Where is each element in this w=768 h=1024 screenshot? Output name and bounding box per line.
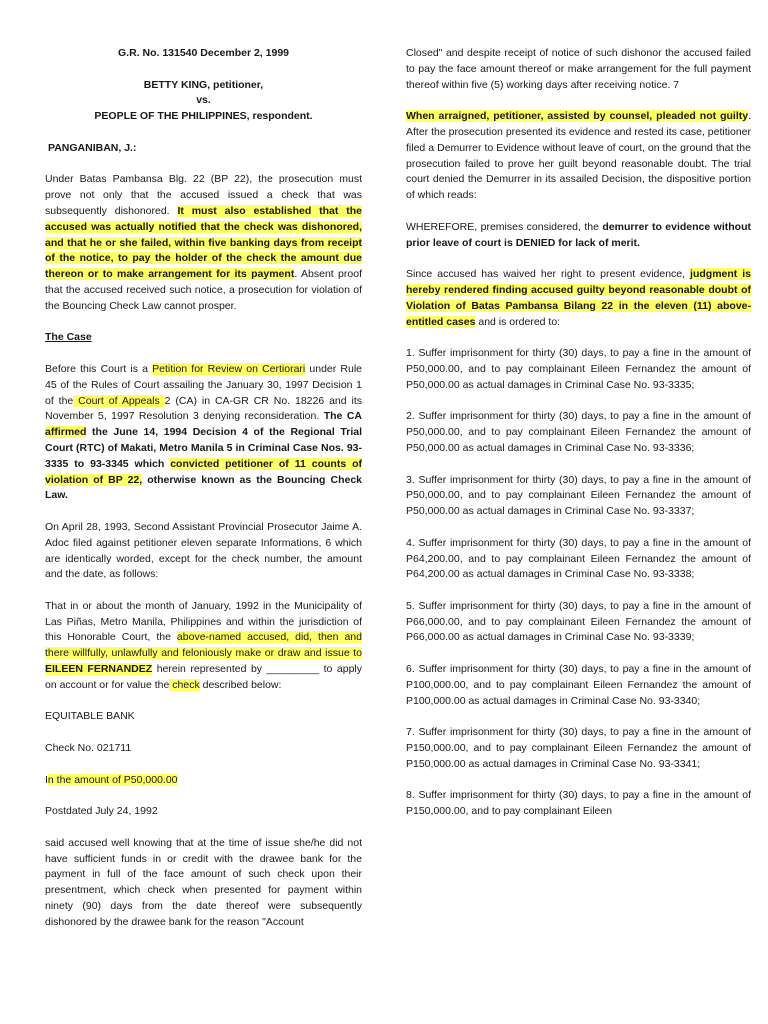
respondent-line: PEOPLE OF THE PHILIPPINES, respondent. (94, 110, 313, 123)
right-column (406, 46, 751, 820)
highlight-accused: above-named accused, did, then and there willfully, unlawfully and feloniously make or draw and issue to (45, 631, 362, 660)
highlight-amount: n the amount of P50,000.00 (47, 773, 178, 786)
bank-name: EQUITABLE BANK (45, 710, 135, 723)
petitioner-line: BETTY KING, petitioner, (143, 78, 264, 91)
left-column (45, 46, 362, 931)
check-number: Check No. 021711 (45, 742, 132, 755)
case-background-paragraph: Before this Court is a Petition for Review on Certiorari under Rule 45 of the Rules of Court assailing the January 30, 1997 Decision 1 of the Court of Appeals 2 (CA) in CA-GR CR No. 18226 and its November 5, 1997 Resolution 3 denying reconsideration. The CA affirmed the June 14, 1994 Decision 4 of the Regional Trial Court (RTC) of Makati, Metro Manila 5 in Criminal Case Nos. 93-3335 to 93-3345 which convicted petitioner of 11 counts of violation of BP 22, otherwise known as the Bouncing Check Law. (45, 362, 363, 502)
judgment-paragraph: Since accused has waived her right to present evidence, judgment is hereby rendered finding accused guilty beyond reasonable doubt of Violation of Batas Pambansa Bilang 22 in the eleven (11) above-entitled cases and is ordered to: (406, 268, 752, 328)
highlight-eileen-fernandez: EILEEN FERNANDEZ (45, 663, 153, 676)
list-item: 3. Suffer imprisonment for thirty (30) days, to pay a fine in the amount of P50,000.00, and to pay complainant Eileen Fernandez the amount of P50,000.00 as actual damages in Criminal Case No. 93-3337; (406, 473, 751, 518)
highlight-court-of-appeals: Court of Appeals (73, 394, 165, 407)
highlight-notice-requirement: It must also established that the accused was actually notified that the check was dishonored, and that he or she failed, within five banking days from receipt of the notice, to pay the holder of the check the amount due thereon or to make arrangement for its payment (45, 204, 362, 281)
list-item: 6. Suffer imprisonment for thirty (30) days, to pay a fine in the amount of P100,000.00, and to pay complainant Eileen Fernandez the amount of P100,000.00 as actual damages in Criminal Case No. 93-3340; (406, 663, 751, 707)
list-item: 8. Suffer imprisonment for thirty (30) days, to pay a fine in the amount of P150,000.00, and to pay complainant Eileen (406, 789, 751, 818)
wherefore-paragraph: WHEREFORE, premises considered, the demurrer to evidence without prior leave of court is DENIED for lack of merit. (406, 220, 751, 249)
list-item: 5. Suffer imprisonment for thirty (30) days, to pay a fine in the amount of P66,000.00, and to pay complainant Eileen Fernandez the amount of P66,000.00 as actual damages in Criminal Case No. 93-3339; (406, 599, 751, 644)
dishonor-paragraph: Closed" and despite receipt of notice of such dishonor the accused failed to pay the face amount thereof or make arrangement for the full payment thereof within five (5) working days after receiving notice. 7 (406, 47, 751, 91)
arraignment-paragraph: When arraigned, petitioner, assisted by counsel, pleaded not guilty. After the prosecution presented its evidence and rested its case, petitioner filed a Demurrer to Evidence without leave of court, on the ground that the prosecution failed to prove her guilt beyond reasonable doubt. The trial court denied the Demurrer in its assailed Decision, the dispositive portion of which reads: (406, 110, 751, 202)
check-amount: In the amount of P50,000.00 (45, 773, 178, 786)
highlight-convicted: convicted petitioner of 11 counts of violation of BP 22, (45, 457, 362, 486)
highlight-check: check (169, 678, 200, 691)
versus-line: vs. (196, 94, 211, 107)
highlight-arraigned: When arraigned, petitioner, assisted by counsel, pleaded not guilty (406, 110, 749, 123)
heading-the-case: The Case (45, 331, 92, 344)
highlight-affirmed: affirmed (45, 426, 87, 439)
case-number: G.R. No. 131540 December 2, 1999 (117, 47, 289, 59)
informations-paragraph: On April 28, 1993, Second Assistant Provincial Prosecutor Jaime A. Adoc filed against petitioner eleven separate Informations, 6 which are identically worded, except for the check number, the amount and the date, as follows: (45, 520, 362, 581)
list-item: 4. Suffer imprisonment for thirty (30) days, to pay a fine in the amount of P64,200.00, and to pay complainant Eileen Fernandez the amount of P64,200.00 as actual damages in Criminal Case No. 93-3338; (406, 536, 751, 581)
information-text-paragraph: That in or about the month of January, 1992 in the Municipality of Las Piñas, Metro Manila, Philippines and within the jurisdiction of this Honorable Court, the above-named accused, did, then and there willfully, unlawfully and feloniously make or draw and issue to EILEEN FERNANDEZ herein represented by _________ to apply on account or for value the check described below: (45, 599, 362, 691)
list-item: 7. Suffer imprisonment for thirty (30) days, to pay a fine in the amount of P150,000.00, and to pay complainant Eileen Fernandez the amount of P150,000.00 as actual damages in Criminal Case No. 93-3341; (406, 726, 751, 770)
list-item: 1. Suffer imprisonment for thirty (30) days, to pay a fine in the amount of P50,000.00, and to pay complainant Eileen Fernandez the amount of P50,000.00 as actual damages in Criminal Case No. 93-3335; (406, 347, 751, 391)
intro-paragraph: Under Batas Pambansa Blg. 22 (BP 22), the prosecution must prove not only that the accused issued a check that was subsequently dishonored. It must also established that the accused was actually notified that the check was dishonored, and that he or she failed, within five banking days from receipt of the notice, to pay the holder of the check the amount due thereon or to make arrangement for its payment. Absent proof that the accused received such notice, a prosecution for violation of the Bouncing Check Law cannot prosper. (45, 173, 362, 312)
ponente: PANGANIBAN, J.: (48, 141, 137, 154)
list-item: 2. Suffer imprisonment for thirty (30) days, to pay a fine in the amount of P50,000.00, and to pay complainant Eileen Fernandez the amount of P50,000.00 as actual damages in Criminal Case No. 93-3336; (406, 410, 751, 454)
knowledge-paragraph: said accused well knowing that at the time of issue she/he did not have sufficient funds in or credit with the drawee bank for the payment in full of the face amount of such check upon their presentment, which check when presented for payment within ninety (90) days from the date thereof were subsequently dishonored by the drawee bank for the reason "Account (45, 836, 362, 928)
highlight-judgment: judgment is hereby rendered finding accused guilty beyond reasonable doubt of Violation of Batas Pambansa Bilang 22 in the eleven (11) above-entitled cases (406, 268, 752, 328)
postdated-line: Postdated July 24, 1992 (45, 805, 158, 818)
highlight-petition: Petition for Review on Certiorari (152, 362, 306, 375)
